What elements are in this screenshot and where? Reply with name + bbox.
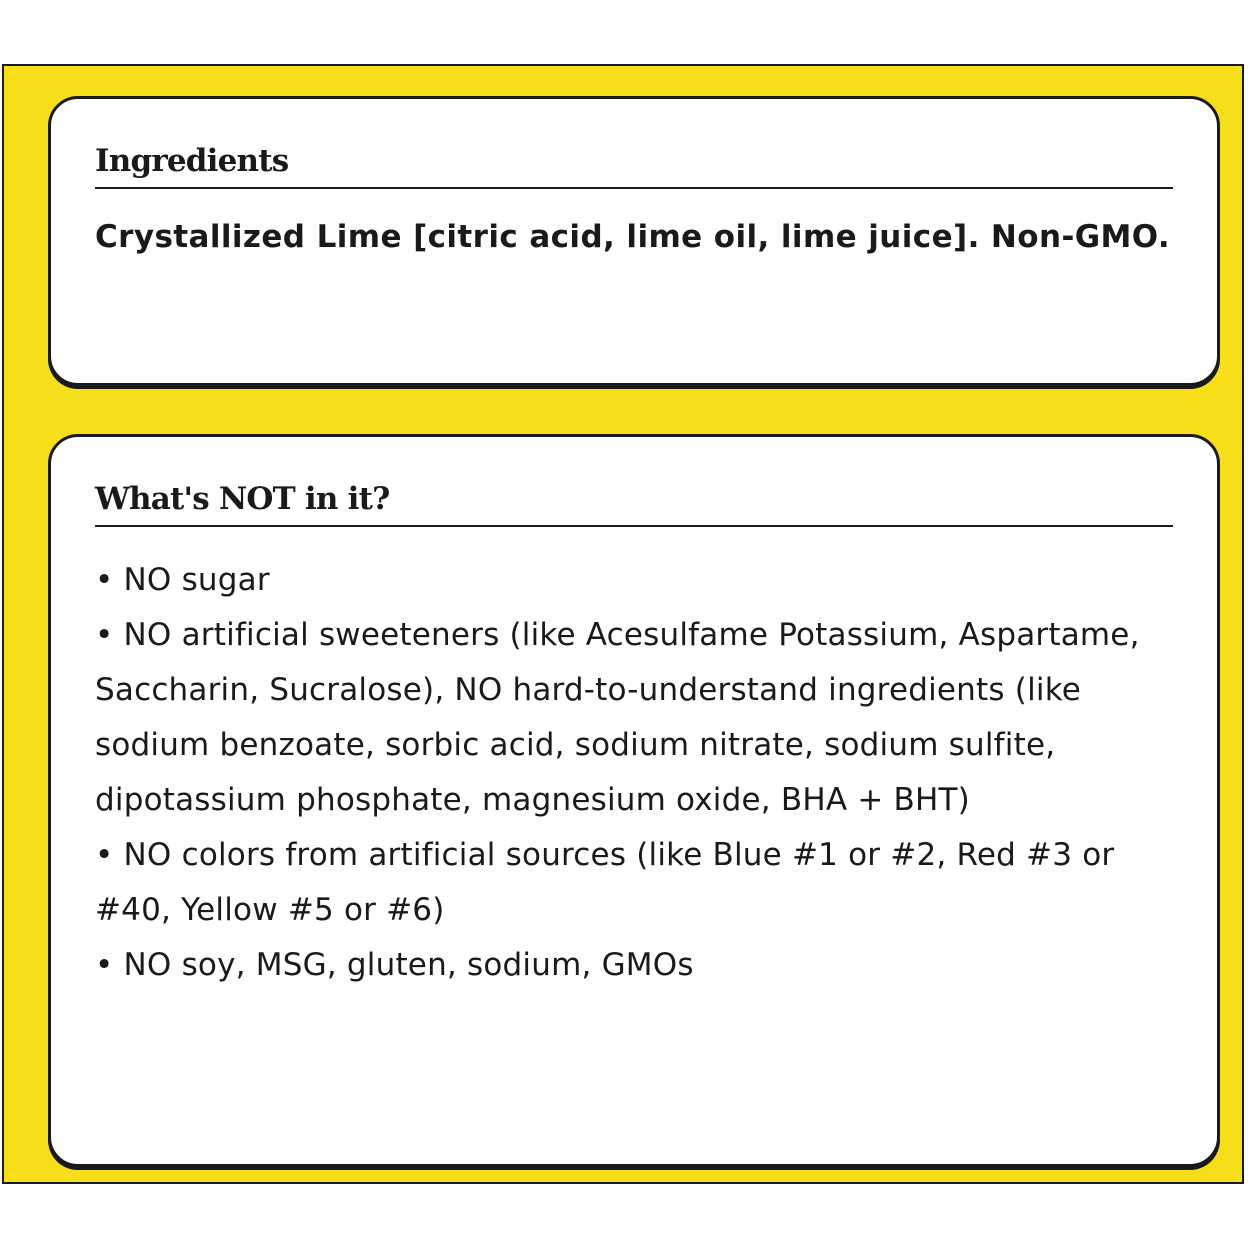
list-item: • NO colors from artificial sources (like Blue #1 or #2, Red #3 or #40, Yellow #5 or #6) [95, 837, 1115, 928]
yellow-panel [2, 64, 1244, 1184]
not-in-it-card [48, 434, 1220, 1167]
list-item: • NO sugar [95, 562, 270, 598]
not-in-it-title: What's NOT in it? [95, 481, 1173, 527]
ingredients-title: Ingredients [95, 143, 1173, 189]
not-in-it-list [95, 553, 1173, 993]
list-item: • NO artificial sweeteners (like Acesulfame Potassium, Aspartame, Saccharin, Sucralose), NO hard-to-understand ingredients (like sodium benzoate, sorbic acid, sodium nitrate, sodium sulfite, dipotassium phosphate, magnesium oxide, BHA + BHT) [95, 617, 1140, 818]
ingredients-text: Crystallized Lime [citric acid, lime oil, lime juice]. Non-GMO. [95, 219, 1171, 255]
list-item: • NO soy, MSG, gluten, sodium, GMOs [95, 947, 694, 983]
ingredients-card [48, 96, 1220, 386]
